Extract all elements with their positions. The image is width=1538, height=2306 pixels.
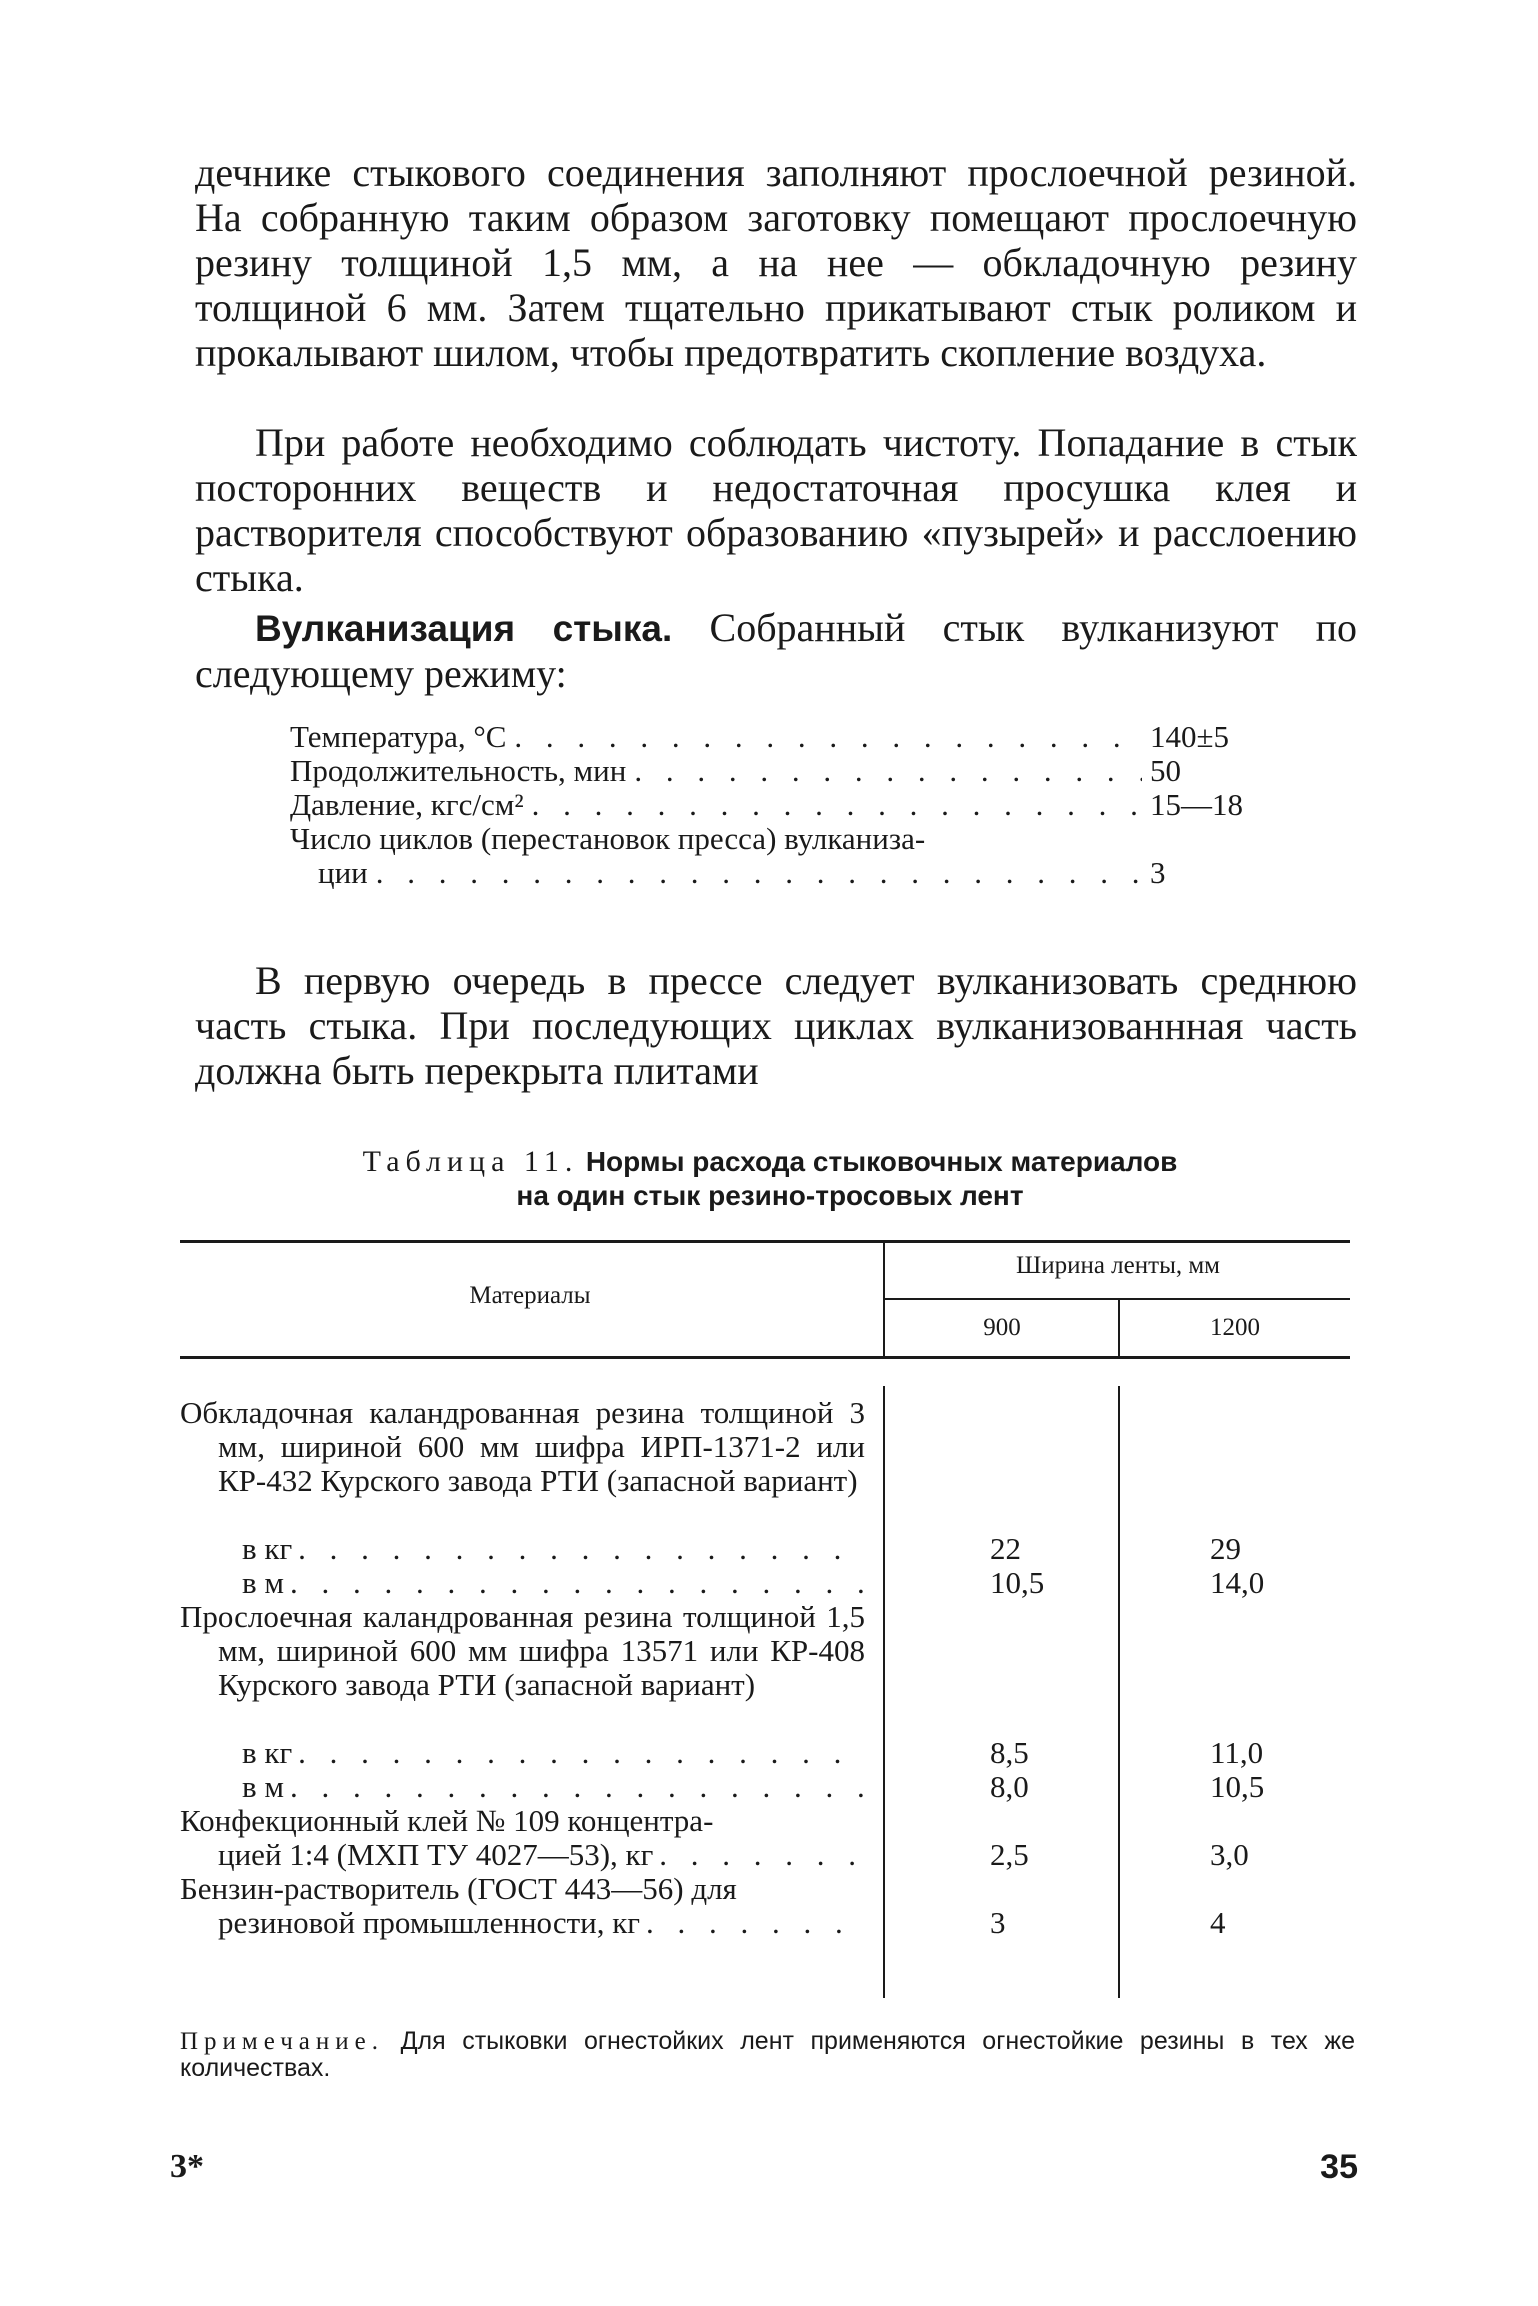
table-caption xyxy=(180,1145,1360,1213)
table-title-line-1: Нормы расхода стыковочных материалов xyxy=(585,1146,1178,1177)
value-900: 8,0 xyxy=(990,1769,1029,1804)
unit-label: в кг xyxy=(242,1531,293,1566)
value-1200: 3,0 xyxy=(1210,1837,1249,1872)
regime-row xyxy=(290,822,1270,856)
vulcanization-regime-list xyxy=(290,720,1270,890)
value-900: 8,5 xyxy=(990,1735,1029,1770)
paragraph-1: дечнике стыкового соединения заполняют прослоечной резиной. На собранную таким образом заготовку помещают прослоечную резину толщиной 1,5 мм, а на нее — обкладочную резину толщиной 6 мм. Затем тщательно прикатывают стык роликом и прокалывают шилом, чтобы предотвратить скопление воздуха. xyxy=(195,150,1357,375)
regime-row xyxy=(290,788,1270,822)
table-row xyxy=(180,1906,865,1940)
paragraph-4: В первую очередь в прессе следует вулканизовать среднюю часть стыка. При последующих циклах вулканизованнная часть должна быть перекрыта плитами xyxy=(195,958,1357,1093)
material-description: Прослоечная каландрованная резина толщиной 1,5 мм, шириной 600 мм шифра 13571 или КР-408 Курского завода РТИ (запасной вариант) xyxy=(180,1599,865,1702)
regime-label: Давление, кгс/см² xyxy=(290,787,524,822)
regime-value: 140±5 xyxy=(1150,719,1230,754)
table-row xyxy=(180,1532,865,1566)
dot-leader xyxy=(376,856,1142,890)
regime-label: Продолжительность, мин xyxy=(290,753,627,788)
material-description-cont: резиновой промышленности, кг xyxy=(218,1905,640,1940)
page-number: 35 xyxy=(1320,2148,1358,2186)
dot-leader xyxy=(298,1736,865,1770)
dot-leader xyxy=(290,1770,865,1804)
material-description: Конфекционный клей № 109 концентра- xyxy=(180,1803,714,1838)
table-top-rule xyxy=(180,1240,1350,1243)
value-1200: 14,0 xyxy=(1210,1565,1265,1600)
value-900: 10,5 xyxy=(990,1565,1045,1600)
value-1200: 29 xyxy=(1210,1531,1241,1566)
dot-leader xyxy=(290,1566,865,1600)
dot-leader xyxy=(634,754,1142,788)
unit-label: в м xyxy=(242,1565,285,1600)
regime-row xyxy=(290,754,1270,788)
paragraph-3-text: Собранный стык вулканизуют по следующему режиму: xyxy=(195,605,1357,696)
section-heading: Вулканизация стыка. xyxy=(255,608,673,649)
dot-leader xyxy=(514,720,1142,754)
header-bottom-rule xyxy=(180,1356,1350,1359)
header-900: 900 xyxy=(983,1314,1021,1341)
regime-label-continued: ции xyxy=(318,855,368,890)
table-row xyxy=(180,1838,865,1872)
table-title-line-2: на один стык резино-тросовых лент xyxy=(516,1180,1024,1211)
signature-mark: 3* xyxy=(170,2148,204,2185)
regime-row xyxy=(290,856,1270,890)
dot-leader xyxy=(659,1838,865,1872)
body-divider-1 xyxy=(883,1386,885,1998)
value-900: 2,5 xyxy=(990,1837,1029,1872)
table-row xyxy=(180,1736,865,1770)
value-1200: 11,0 xyxy=(1210,1735,1264,1770)
table-row xyxy=(180,1770,865,1804)
material-description-cont: цией 1:4 (МХП ТУ 4027—53), кг xyxy=(218,1837,654,1872)
header-1200: 1200 xyxy=(1210,1314,1260,1341)
dot-leader xyxy=(646,1906,865,1940)
table-note xyxy=(180,2028,1355,2081)
table-row xyxy=(180,1566,865,1600)
value-1200: 10,5 xyxy=(1210,1769,1265,1804)
header-divider-1 xyxy=(883,1240,885,1356)
dot-leader xyxy=(532,788,1142,822)
table-number: Таблица 11. xyxy=(362,1145,579,1178)
paragraph-3 xyxy=(195,605,1357,696)
note-text: Для стыковки огнестойких лент применяются огнестойкие резины в тех же количествах. xyxy=(180,2027,1355,2082)
header-width: Ширина ленты, мм xyxy=(1015,1252,1221,1279)
regime-value: 50 xyxy=(1150,753,1181,788)
regime-row xyxy=(290,720,1270,754)
dot-leader xyxy=(298,1532,865,1566)
regime-label: Число циклов (перестановок пресса) вулканиза- xyxy=(290,821,926,856)
value-900: 3 xyxy=(990,1905,1006,1940)
unit-label: в м xyxy=(242,1769,285,1804)
regime-value: 15—18 xyxy=(1150,787,1243,822)
header-materials: Материалы xyxy=(469,1282,591,1309)
material-description: Обкладочная каландрованная резина толщиной 3 мм, шириной 600 мм шифра ИРП-1371-2 или КР-432 Курского завода РТИ (запасной вариант) xyxy=(180,1395,865,1498)
regime-value: 3 xyxy=(1150,855,1166,890)
note-label: Примечание. xyxy=(180,2028,385,2055)
value-900: 22 xyxy=(990,1531,1021,1566)
unit-label: в кг xyxy=(242,1735,293,1770)
regime-label: Температура, °C xyxy=(290,719,507,754)
material-description: Бензин-растворитель (ГОСТ 443—56) для xyxy=(180,1871,737,1906)
materials-table xyxy=(180,1240,1350,2000)
paragraph-2: При работе необходимо соблюдать чистоту. Попадание в стык посторонних веществ и недостаточная просушка клея и растворителя способствуют образованию «пузырей» и расслоению стыка. xyxy=(195,420,1357,600)
body-divider-2 xyxy=(1118,1386,1120,1998)
value-1200: 4 xyxy=(1210,1905,1226,1940)
